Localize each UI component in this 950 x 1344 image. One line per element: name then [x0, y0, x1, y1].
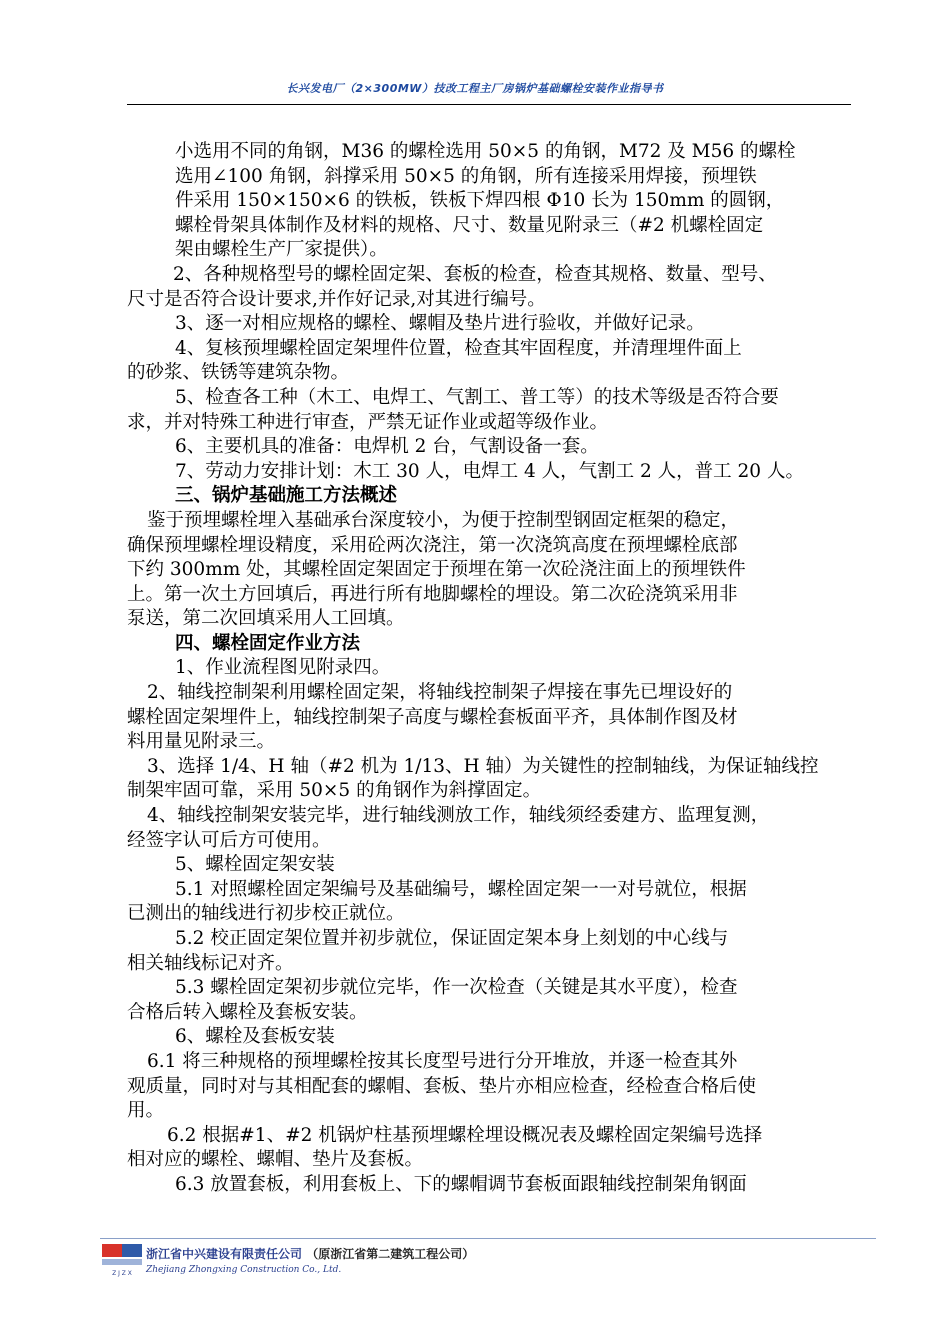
- text-line: 螺栓骨架具体制作及材料的规格、尺寸、数量见附录三（#2 机螺栓固定: [175, 214, 764, 236]
- text-line: 1、作业流程图见附录四。: [175, 657, 391, 679]
- company-english-name: Zhejiang Zhongxing Construction Co., Ltd.: [146, 1265, 342, 1275]
- text-line: 求，并对特殊工种进行审查，严禁无证作业或超等级作业。: [127, 411, 609, 433]
- text-line: 6.1 将三种规格的预埋螺栓按其长度型号进行分开堆放，并逐一检查其外: [147, 1050, 738, 1072]
- text-line: 3、逐一对相应规格的螺栓、螺帽及垫片进行验收，并做好记录。: [175, 313, 705, 335]
- text-line: 6、主要机具的准备：电焊机 2 台，气割设备一套。: [175, 436, 599, 458]
- text-line: 相关轴线标记对齐。: [127, 952, 294, 974]
- text-line: 制架牢固可靠，采用 50×5 的角钢作为斜撑固定。: [127, 780, 542, 802]
- header-title: 长兴发电厂（2×300MW）技改工程主厂房锅炉基础螺栓安装作业指导书: [286, 82, 664, 95]
- footer-company: [146, 1245, 474, 1262]
- text-line: 泵送，第二次回填采用人工回填。: [127, 608, 405, 630]
- text-line: 5.2 校正固定架位置并初步就位，保证固定架本身上刻划的中心线与: [175, 928, 729, 949]
- company-name: 浙江省中兴建设有限责任公司: [146, 1247, 303, 1261]
- text-line: 2、轴线控制架利用螺栓固定架，将轴线控制架子焊接在事先已埋设好的: [147, 682, 733, 704]
- text-line: 用。: [127, 1100, 165, 1122]
- text-line: 2、各种规格型号的螺栓固定架、套板的检查，检查其规格、数量、型号、: [173, 263, 777, 285]
- document-body: [127, 140, 851, 1198]
- text-line: 料用量见附录三。: [127, 731, 276, 753]
- text-line: 4、复核预埋螺栓固定架埋件位置，检查其牢固程度，并清理埋件面上: [175, 337, 742, 359]
- logo-text: Z J Z X: [112, 1270, 132, 1277]
- text-line: 架由螺栓生产厂家提供）。: [175, 239, 388, 261]
- text-line: 螺栓固定架埋件上，轴线控制架子高度与螺栓套板面平齐，具体制作图及材: [127, 706, 738, 728]
- text-line: 上。第一次土方回填后，再进行所有地脚螺栓的埋设。第二次砼浇筑采用非: [127, 583, 738, 605]
- header-divider: [127, 104, 851, 105]
- text-line: 相对应的螺栓、螺帽、垫片及套板。: [127, 1149, 424, 1171]
- text-line: 合格后转入螺栓及套板安装。: [127, 1001, 368, 1023]
- text-line: 5、检查各工种（木工、电焊工、气割工、普工等）的技术等级是否符合要: [175, 386, 779, 408]
- text-line: 观质量，同时对与其相配套的螺帽、套板、垫片亦相应检查，经检查合格后使: [127, 1075, 757, 1097]
- text-line: 已测出的轴线进行初步校正就位。: [127, 903, 405, 925]
- text-line: 下约 300mm 处，其螺栓固定架固定于预埋在第一次砼浇注面上的预埋铁件: [127, 559, 746, 581]
- text-line: 6.2 根据#1、#2 机锅炉柱基预埋螺栓埋设概况表及螺栓固定架编号选择: [167, 1124, 763, 1146]
- text-line: 5.3 螺栓固定架初步就位完毕，作一次检查（关键是其水平度），检查: [175, 977, 738, 999]
- footer-divider: [100, 1238, 876, 1239]
- former-company-name: （原浙江省第二建筑工程公司）: [306, 1247, 475, 1261]
- text-line: 5.1 对照螺栓固定架编号及基础编号，螺栓固定架一一对号就位，根据: [175, 878, 747, 900]
- text-line: 尺寸是否符合设计要求,并作好记录,对其进行编号。: [127, 288, 546, 310]
- text-line: 经签字认可后方可使用。: [127, 829, 331, 851]
- text-line: 鉴于预埋螺栓埋入基础承台深度较小，为便于控制型钢固定框架的稳定，: [147, 509, 740, 531]
- text-line: 7、劳动力安排计划：木工 30 人，电焊工 4 人，气割工 2 人，普工 20 人。: [175, 460, 804, 482]
- company-logo-icon: [100, 1242, 144, 1280]
- text-line: 5、螺栓固定架安装: [175, 854, 335, 876]
- text-line: 选用∠100 角钢，斜撑采用 50×5 的角钢，所有连接采用焊接，预埋铁: [175, 165, 757, 187]
- text-line: 件采用 150×150×6 的铁板，铁板下焊四根 Φ10 长为 150mm 的圆钢，: [175, 190, 785, 212]
- text-line: 6.3 放置套板，利用套板上、下的螺帽调节套板面跟轴线控制架角钢面: [175, 1173, 747, 1195]
- section-heading: 三、锅炉基础施工方法概述: [175, 485, 398, 507]
- section-heading: 四、螺栓固定作业方法: [175, 632, 361, 654]
- text-line: 6、螺栓及套板安装: [175, 1026, 335, 1048]
- text-line: 小选用不同的角钢，M36 的螺栓选用 50×5 的角钢，M72 及 M56 的螺栓: [175, 141, 796, 162]
- text-line: 的砂浆、铁锈等建筑杂物。: [127, 362, 350, 384]
- text-line: 4、轴线控制架安装完毕，进行轴线测放工作，轴线须经委建方、监理复测，: [147, 805, 770, 827]
- text-line: 确保预埋螺栓埋设精度，采用砼两次浇注，第一次浇筑高度在预埋螺栓底部: [127, 534, 738, 556]
- text-line: 3、选择 1/4、H 轴（#2 机为 1/13、H 轴）为关键性的控制轴线，为保证轴线控: [147, 755, 819, 777]
